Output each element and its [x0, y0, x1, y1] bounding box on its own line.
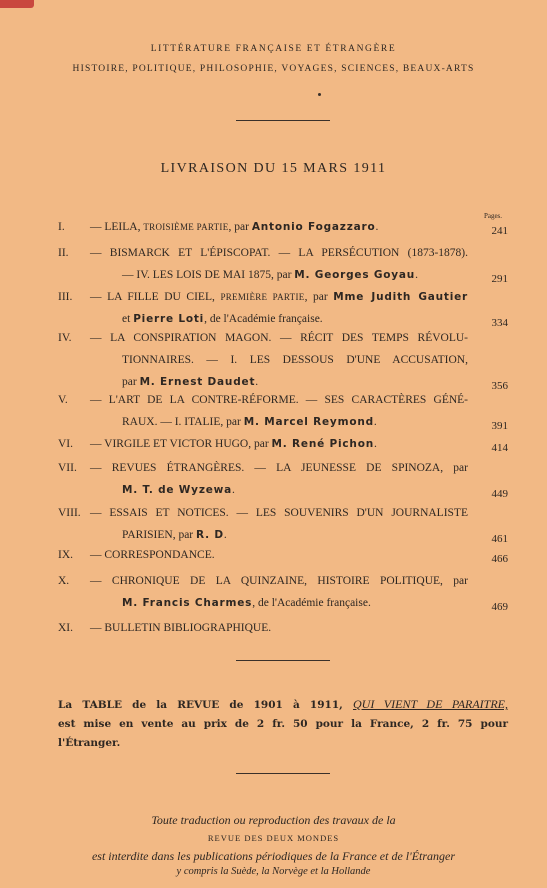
announcement-line: l'Étranger.	[58, 737, 121, 749]
toc-text: .	[373, 438, 377, 450]
part-label: PREMIÈRE PARTIE	[220, 292, 305, 302]
toc-text: , de l'Académie française.	[252, 597, 371, 609]
toc-entry	[58, 573, 508, 617]
toc-entry	[58, 219, 508, 241]
toc-entry	[58, 289, 508, 333]
footer-line-4: y compris la Suède, la Norvège et la Hollande	[176, 866, 371, 877]
toc-line-text	[122, 482, 468, 498]
divider-rule	[236, 773, 330, 774]
toc-line	[58, 245, 508, 267]
page-number: 291	[491, 273, 508, 285]
toc-entry	[58, 620, 508, 642]
toc-entry	[58, 436, 508, 458]
author-name: M. Marcel Reymond	[243, 416, 374, 428]
toc-entry-number: I.	[58, 221, 65, 233]
footer-line-3: est interdite dans les publications périodiques de la France et de l'Étranger	[91, 849, 456, 863]
toc-text: .	[255, 376, 259, 388]
toc-line	[58, 547, 508, 569]
toc-entry	[58, 392, 508, 436]
toc-line-text	[90, 219, 468, 235]
toc-line-text	[122, 414, 468, 430]
toc-line-text: — CORRESPONDANCE.	[90, 549, 215, 561]
toc-text: , par	[228, 221, 252, 233]
toc-text: — VIRGILE ET VICTOR HUGO, par	[90, 438, 272, 450]
toc-line	[58, 352, 508, 374]
divider-rule	[236, 660, 330, 661]
toc-line-text: — BULLETIN BIBLIOGRAPHIQUE.	[90, 622, 272, 634]
page-number: 414	[491, 442, 508, 454]
toc-entry-number: IX.	[58, 549, 74, 561]
toc-text: et	[122, 313, 134, 325]
toc-line-text	[122, 595, 468, 611]
toc-line-text: — L'ART DE LA CONTRE-RÉFORME. — SES CARACTÈRES GÉNÉ-	[90, 394, 468, 406]
toc-entry	[58, 460, 508, 504]
author-name: M. Ernest Daudet	[139, 376, 256, 388]
toc-line	[58, 482, 508, 504]
announcement-text: La TABLE de la REVUE de 1901 à 1911,	[58, 699, 343, 711]
toc-text: PARISIEN, par	[122, 529, 197, 541]
toc-text: .	[375, 221, 379, 233]
toc-line-text	[90, 436, 468, 452]
author-name: M. Francis Charmes	[122, 597, 253, 609]
toc-entry-number: XI.	[58, 622, 74, 634]
author-name: Antonio Fogazzaro	[251, 221, 376, 233]
page-number: 334	[491, 317, 508, 329]
header-line-2: HISTOIRE, POLITIQUE, PHILOSOPHIE, VOYAGES, SCIENCES, BEAUX-ARTS	[72, 64, 475, 74]
page-number: 461	[491, 533, 508, 545]
announcement-line	[58, 695, 508, 715]
toc-line	[58, 436, 508, 458]
announcement-line: est mise en vente au prix de 2 fr. 50 pour la France, 2 fr. 75 pour	[58, 718, 508, 730]
footer-line-1: Toute traduction ou reproduction des travaux de la	[151, 813, 396, 827]
author-name: M. Georges Goyau	[294, 269, 416, 281]
header-line-1: LITTÉRATURE FRANÇAISE ET ÉTRANGÈRE	[150, 44, 397, 54]
toc-line-text: — CHRONIQUE DE LA QUINZAINE, HISTOIRE POLITIQUE, par	[90, 575, 468, 587]
page-number: 449	[491, 488, 508, 500]
toc-line	[58, 527, 508, 549]
toc-line	[58, 330, 508, 352]
toc-entry-number: VIII.	[58, 507, 81, 519]
author-name: Pierre Loti	[133, 313, 205, 325]
toc-entry-number: VI.	[58, 438, 74, 450]
toc-text: — LA FILLE DU CIEL,	[90, 291, 221, 303]
toc-text: par	[122, 376, 140, 388]
toc-text: .	[373, 416, 377, 428]
ornament-dot	[318, 93, 321, 96]
page-number: 391	[491, 420, 508, 432]
footer-line-2: REVUE DES DEUX MONDES	[207, 833, 340, 843]
author-name: M. T. de Wyzewa	[122, 484, 233, 496]
toc-text: , par	[304, 291, 334, 303]
toc-line	[58, 267, 508, 289]
toc-line-text	[122, 311, 468, 327]
toc-text: .	[415, 269, 418, 281]
toc-line	[58, 573, 508, 595]
toc-line	[58, 392, 508, 414]
page-number: 241	[491, 225, 508, 237]
toc-line-text: — ESSAIS ET NOTICES. — LES SOUVENIRS D'UN JOURNALISTE	[90, 507, 468, 519]
toc-line-text	[122, 527, 468, 543]
toc-text: , de l'Académie française.	[204, 313, 323, 325]
author-name: M. René Pichon	[271, 438, 374, 450]
page-number: 469	[491, 601, 508, 613]
page-number: 466	[491, 553, 508, 565]
toc-line	[58, 460, 508, 482]
toc-entry-number: VII.	[58, 462, 77, 474]
toc-text: .	[223, 529, 227, 541]
toc-entry	[58, 245, 508, 289]
toc-line	[58, 219, 508, 241]
toc-line	[58, 595, 508, 617]
toc-entry	[58, 505, 508, 549]
table-announcement	[58, 695, 508, 753]
page-number: 356	[491, 380, 508, 392]
toc-line	[58, 505, 508, 527]
toc-entry-number: II.	[58, 247, 69, 259]
toc-line	[58, 414, 508, 436]
toc-line-text: — BISMARCK ET L'ÉPISCOPAT. — LA PERSÉCUTION (1873-1878).	[90, 247, 468, 259]
toc-text: .	[232, 484, 235, 496]
toc-line-text: — LA CONSPIRATION MAGON. — RÉCIT DES TEMPS RÉVOLU-	[90, 332, 468, 344]
toc-entry	[58, 547, 508, 569]
toc-entry-number: IV.	[58, 332, 72, 344]
toc-entry-number: V.	[58, 394, 68, 406]
toc-line-text	[122, 267, 468, 283]
toc-line-text	[122, 374, 468, 390]
divider-rule	[236, 120, 330, 121]
toc-line	[58, 620, 508, 642]
toc-line	[58, 289, 508, 311]
pages-column-label: Pages.	[483, 212, 503, 220]
part-label: TROISIÈME PARTIE	[143, 222, 229, 232]
issue-title: LIVRAISON DU 15 MARS 1911	[160, 161, 387, 176]
toc-line-text: TIONNAIRES. — I. LES DESSOUS D'UNE ACCUSATION,	[122, 354, 468, 366]
toc-entry-number: X.	[58, 575, 70, 587]
toc-text: — IV. LES LOIS DE MAI 1875, par	[122, 269, 295, 281]
announcement-underlined: QUI VIENT DE PARAITRE,	[352, 697, 509, 711]
author-name: R. D	[196, 529, 224, 541]
toc-entry-number: III.	[58, 291, 73, 303]
toc-text: — LEILA,	[90, 221, 144, 233]
author-name: Mme Judith Gautier	[333, 291, 469, 303]
toc-line-text: — REVUES ÉTRANGÈRES. — LA JEUNESSE DE SPINOZA, par	[90, 462, 468, 474]
toc-text: RAUX. — I. ITALIE, par	[122, 416, 244, 428]
toc-line-text	[90, 289, 468, 305]
library-stamp-mark	[0, 0, 34, 8]
toc-entry	[58, 330, 508, 396]
